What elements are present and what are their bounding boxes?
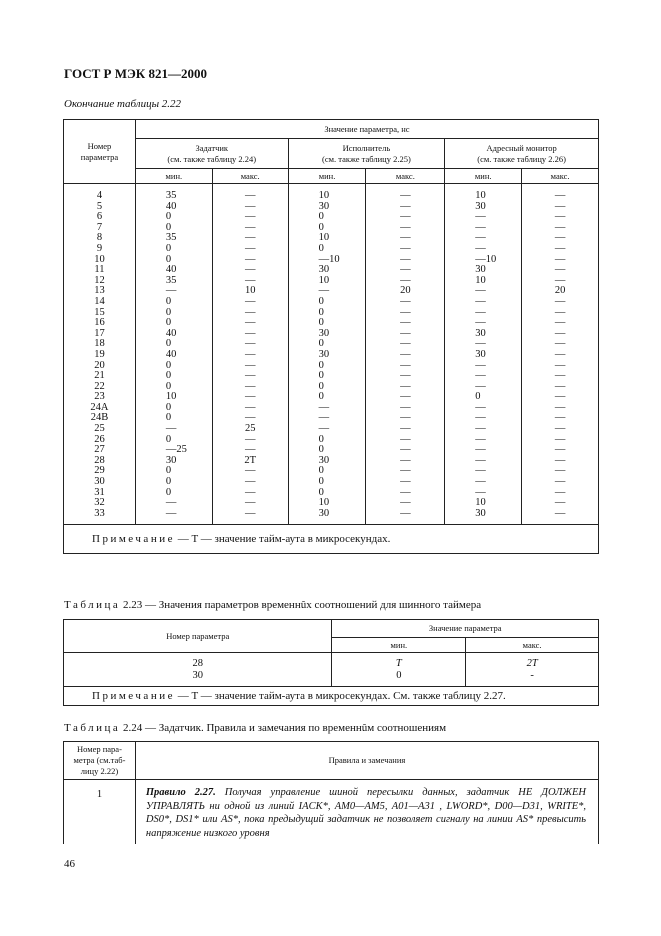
table-cell: 0 <box>165 338 172 350</box>
table-cell: — <box>244 486 256 498</box>
table-cell: — <box>554 274 566 286</box>
param-value-header: Значение параметра <box>332 620 599 638</box>
monitor-max-column <box>522 184 599 525</box>
table-cell: — <box>475 221 486 233</box>
table-cell: — <box>475 486 486 498</box>
table-cell: 10 <box>165 391 177 403</box>
table-cell: — <box>400 359 411 371</box>
table-cell: — <box>475 295 486 307</box>
table-cell: — <box>475 401 486 413</box>
table-cell: — <box>244 391 256 403</box>
table-cell: — <box>475 465 486 477</box>
table-cell: — <box>554 370 566 382</box>
table-cell: —10 <box>318 253 340 265</box>
table-cell: — <box>400 200 411 212</box>
table-cell: — <box>554 359 566 371</box>
table-223-caption: Таблица 2.23 — Значения параметров временнûх соотношений для шинного таймера <box>64 599 482 611</box>
max-header: макс. <box>366 169 445 184</box>
table-cell: — <box>400 507 411 519</box>
table-cell: — <box>400 412 411 424</box>
table-cell: 0 <box>318 221 324 233</box>
table-cell: — <box>554 348 566 360</box>
table-cell: — <box>400 242 411 254</box>
master-max-column <box>212 184 288 525</box>
table-cell: — <box>475 412 486 424</box>
table-cell: — <box>400 380 411 392</box>
table-cell: 0 <box>165 253 172 265</box>
param-cell: 1 <box>64 780 136 845</box>
table-cell: — <box>318 285 330 297</box>
table-cell: 0 <box>165 306 172 318</box>
slave-max-column <box>366 184 445 525</box>
table-cell: — <box>400 221 411 233</box>
table-cell: 0 <box>318 338 324 350</box>
slave-min-column <box>288 184 366 525</box>
table-cell: 30 <box>318 507 330 519</box>
table-cell: — <box>475 242 486 254</box>
table-cell: 20 <box>94 359 105 371</box>
table-cell: 0 <box>318 391 324 403</box>
table-cell: 23 <box>94 391 105 403</box>
table-cell: — <box>244 380 256 392</box>
table-cell: — <box>400 476 411 488</box>
table-cell: — <box>400 211 411 223</box>
table-cell: — <box>554 190 566 201</box>
table-cell: 10 <box>475 274 486 286</box>
table-cell: — <box>554 444 566 456</box>
min-header: мин. <box>135 169 212 184</box>
table-cell: 20 <box>400 285 411 297</box>
table-cell: — <box>400 295 411 307</box>
table-cell: — <box>554 253 566 265</box>
table-cell: — <box>244 338 256 350</box>
table-cell: 13 <box>94 285 105 297</box>
table-cell: 30 <box>94 476 105 488</box>
table-cell: — <box>475 476 486 488</box>
table-cell: 30 <box>318 200 330 212</box>
table-cell: 0 <box>165 401 172 413</box>
max-header: макс. <box>466 638 599 653</box>
table-cell: — <box>244 476 256 488</box>
table-cell: — <box>318 412 330 424</box>
table-cell: — <box>318 401 330 413</box>
table-cell: 0 <box>165 295 172 307</box>
table-cell: — <box>244 221 256 233</box>
table-cell: — <box>400 444 411 456</box>
table-cell: 19 <box>94 348 105 360</box>
table-2-22 <box>63 119 599 554</box>
table-cell: 0 <box>318 380 324 392</box>
table-cell: 30 <box>318 454 330 466</box>
table-cell: 21 <box>94 370 105 382</box>
table-cell: 35 <box>165 190 177 201</box>
table-cell: — <box>554 401 566 413</box>
table-cell: — <box>400 423 411 435</box>
table-cell: — <box>244 242 256 254</box>
table-cell: — <box>554 423 566 435</box>
table-cell: — <box>244 327 256 339</box>
table-cell: — <box>475 338 486 350</box>
table-cell: 10 <box>318 190 330 201</box>
table-cell: 10 <box>475 190 486 201</box>
table-cell: — <box>400 274 411 286</box>
table-cell: 33 <box>94 507 105 519</box>
table-cell: — <box>400 497 411 509</box>
table-cell: — <box>475 211 486 223</box>
table-cell: — <box>244 497 256 509</box>
table-cell: — <box>244 200 256 212</box>
table-cell: 10 <box>318 497 330 509</box>
param-column: 28 30 <box>64 653 332 687</box>
table-cell: — <box>400 306 411 318</box>
param-value-header: Значение параметра, нс <box>135 120 598 139</box>
table-cell: 10 <box>94 253 105 265</box>
table-cell: — <box>400 232 411 244</box>
table-cell: 27 <box>94 444 105 456</box>
document-title: ГОСТ Р МЭК 821—2000 <box>64 66 207 81</box>
table-cell: 40 <box>165 327 177 339</box>
max-column: 2T - <box>466 653 599 687</box>
table-cell: — <box>554 327 566 339</box>
table-cell: — <box>554 306 566 318</box>
table-222-caption: Окончание таблицы 2.22 <box>64 98 182 110</box>
table-cell: 24А <box>90 401 109 413</box>
table-cell: 0 <box>165 221 172 233</box>
table-cell: — <box>244 295 256 307</box>
table-cell: — <box>400 401 411 413</box>
table-cell: — <box>475 306 486 318</box>
table-cell: — <box>554 242 566 254</box>
table-cell: — <box>244 274 256 286</box>
table-cell: —10 <box>475 253 497 265</box>
table-cell: 17 <box>94 327 105 339</box>
table-cell: — <box>244 370 256 382</box>
page-number: 46 <box>64 858 75 870</box>
table-cell: — <box>400 317 411 329</box>
table-cell: — <box>554 497 566 509</box>
param-column <box>64 184 136 525</box>
table-cell: 10 <box>244 285 256 297</box>
table-cell: — <box>400 264 411 276</box>
table-cell: — <box>244 348 256 360</box>
table-cell: — <box>475 433 486 445</box>
min-header: мин. <box>332 638 466 653</box>
min-header: мин. <box>445 169 522 184</box>
table-cell: 8 <box>96 232 103 244</box>
table-cell: 28 <box>94 454 105 466</box>
table-cell: 10 <box>475 497 486 509</box>
table-cell: 0 <box>165 465 172 477</box>
table-cell: — <box>244 444 256 456</box>
table-cell: — <box>244 507 256 519</box>
table-cell: 0 <box>318 444 324 456</box>
table-cell: 25 <box>94 423 105 435</box>
table-cell: — <box>244 359 256 371</box>
max-header: макс. <box>212 169 288 184</box>
table-cell: 0 <box>165 211 172 223</box>
table-cell: 10 <box>318 274 330 286</box>
table-cell: — <box>165 423 177 435</box>
table-cell: 2T <box>244 454 257 466</box>
table-cell: — <box>475 317 486 329</box>
table-cell: — <box>554 465 566 477</box>
table-cell: — <box>165 285 177 297</box>
table-cell: — <box>244 306 256 318</box>
table-cell: — <box>475 359 486 371</box>
table-cell: — <box>244 253 256 265</box>
table-cell: 0 <box>318 306 324 318</box>
table-cell: 0 <box>165 242 172 254</box>
table-cell: 24В <box>90 412 109 424</box>
rules-header: Правила и замечания <box>135 742 598 780</box>
table-cell: — <box>400 391 411 403</box>
monitor-min-column <box>445 184 522 525</box>
table-cell: — <box>475 423 486 435</box>
table-cell: — <box>554 221 566 233</box>
table-cell: 35 <box>165 232 177 244</box>
table-cell: — <box>554 486 566 498</box>
table-cell: 30 <box>475 264 486 276</box>
group-header-slave: Исполнитель (см. также таблицу 2.25) <box>288 139 445 169</box>
table-cell: 30 <box>165 454 177 466</box>
table-cell: — <box>554 412 566 424</box>
table-cell: — <box>400 253 411 265</box>
min-header: мин. <box>288 169 366 184</box>
table-cell: — <box>554 200 566 212</box>
table-cell: 4 <box>96 190 103 201</box>
group-header-monitor: Адресный монитор (см. также таблицу 2.26) <box>445 139 599 169</box>
table-cell: 30 <box>475 507 486 519</box>
table-cell: 6 <box>96 211 103 223</box>
table-cell: — <box>244 190 256 201</box>
table-cell: 29 <box>94 465 105 477</box>
table-224-caption: Таблица 2.24 — Задатчик. Правила и замечания по временнûм соотношениям <box>64 722 447 734</box>
table-cell: — <box>475 285 486 297</box>
table-cell: — <box>244 412 256 424</box>
table-cell: 18 <box>94 338 105 350</box>
table-cell: — <box>400 190 411 201</box>
table-cell: 0 <box>475 391 481 403</box>
table-cell: — <box>244 317 256 329</box>
table-cell: — <box>554 295 566 307</box>
table-cell: — <box>165 497 177 509</box>
table-cell: — <box>475 444 486 456</box>
table-cell: — <box>554 454 566 466</box>
table-cell: — <box>244 433 256 445</box>
table-cell: 0 <box>318 295 324 307</box>
table-cell: 30 <box>475 348 486 360</box>
table-cell: — <box>554 211 566 223</box>
table-cell: — <box>244 264 256 276</box>
table-cell: 32 <box>94 497 105 509</box>
table-cell: — <box>165 507 177 519</box>
table-cell: 12 <box>94 274 105 286</box>
min-column: T 0 <box>332 653 466 687</box>
table-cell: 40 <box>165 200 177 212</box>
table-cell: 16 <box>94 317 105 329</box>
table-cell: 0 <box>318 242 324 254</box>
table-cell: 0 <box>165 359 172 371</box>
table-cell: 30 <box>318 264 330 276</box>
table-cell: 0 <box>165 433 172 445</box>
param-number-header: Номер параметра <box>64 120 136 184</box>
table-cell: — <box>554 391 566 403</box>
table-cell: 15 <box>94 306 105 318</box>
table-cell: — <box>400 433 411 445</box>
table-cell: 35 <box>165 274 177 286</box>
table-cell: — <box>244 465 256 477</box>
table-cell: 0 <box>165 412 172 424</box>
table-cell: 25 <box>244 423 256 435</box>
table-2-24 <box>63 741 599 844</box>
table-cell: — <box>400 327 411 339</box>
table-cell: 0 <box>165 380 172 392</box>
table-cell: — <box>400 465 411 477</box>
table-cell: — <box>475 232 486 244</box>
table-cell: — <box>475 370 486 382</box>
table-cell: 9 <box>96 242 103 254</box>
param-number-header: Номер пара- метра (см.таб- лицу 2.22) <box>64 742 136 780</box>
table-cell: 0 <box>165 370 172 382</box>
table-cell: 0 <box>318 433 324 445</box>
table-cell: — <box>318 423 330 435</box>
table-223-note: Примечание — T — значение тайм-аута в микросекундах. См. также таблицу 2.27. <box>64 687 599 706</box>
param-number-header: Номер параметра <box>64 620 332 653</box>
rule-cell: Правило 2.27. Получая управление шиной пересылки данных, задатчик НЕ ДОЛЖЕН УПРАВЛЯТЬ ни одной из линий IACK*, AM0—AM5, A01—A31 , LWORD*, D00—D31, WRITE*, DS0*, DS1* или AS*, пока предыдущий задатчик не позволяет сигналу на линии AS* превысить напряжение низкого уровня <box>135 780 598 845</box>
table-cell: 30 <box>475 200 486 212</box>
table-cell: 11 <box>94 264 105 276</box>
table-cell: 0 <box>318 476 324 488</box>
table-cell: — <box>244 232 256 244</box>
table-cell: 0 <box>165 486 172 498</box>
table-cell: — <box>554 476 566 488</box>
table-cell: — <box>400 370 411 382</box>
table-cell: 31 <box>94 486 105 498</box>
table-cell: —25 <box>165 444 187 456</box>
max-header: макс. <box>522 169 599 184</box>
table-cell: 0 <box>318 317 324 329</box>
table-cell: 30 <box>318 327 330 339</box>
table-cell: — <box>475 454 486 466</box>
table-cell: — <box>400 348 411 360</box>
table-cell: — <box>554 232 566 244</box>
table-cell: 30 <box>318 348 330 360</box>
table-cell: 0 <box>165 317 172 329</box>
table-cell: — <box>554 380 566 392</box>
master-min-column <box>135 184 212 525</box>
table-cell: 0 <box>318 359 324 371</box>
table-cell: — <box>554 317 566 329</box>
table-cell: — <box>554 264 566 276</box>
table-2-23 <box>63 619 599 706</box>
table-cell: 22 <box>94 380 105 392</box>
table-cell: 40 <box>165 348 177 360</box>
table-cell: — <box>400 486 411 498</box>
table-cell: — <box>475 380 486 392</box>
table-cell: 40 <box>165 264 177 276</box>
table-cell: — <box>554 433 566 445</box>
table-cell: — <box>244 211 256 223</box>
table-cell: 7 <box>96 221 103 233</box>
table-cell: 0 <box>318 211 324 223</box>
table-cell: 5 <box>96 200 103 212</box>
table-cell: — <box>400 454 411 466</box>
table-cell: 20 <box>554 285 566 297</box>
table-cell: — <box>400 338 411 350</box>
table-cell: 10 <box>318 232 330 244</box>
table-cell: 0 <box>165 476 172 488</box>
group-header-master: Задатчик (см. также таблицу 2.24) <box>135 139 288 169</box>
table-222-note: Примечание — T — значение тайм-аута в микросекундах. <box>64 525 599 554</box>
table-cell: — <box>554 338 566 350</box>
table-cell: — <box>554 507 566 519</box>
table-cell: 30 <box>475 327 486 339</box>
table-cell: 0 <box>318 370 324 382</box>
table-cell: 26 <box>94 433 105 445</box>
table-cell: 14 <box>94 295 105 307</box>
table-cell: 0 <box>318 486 324 498</box>
table-cell: — <box>244 401 256 413</box>
table-cell: 0 <box>318 465 324 477</box>
